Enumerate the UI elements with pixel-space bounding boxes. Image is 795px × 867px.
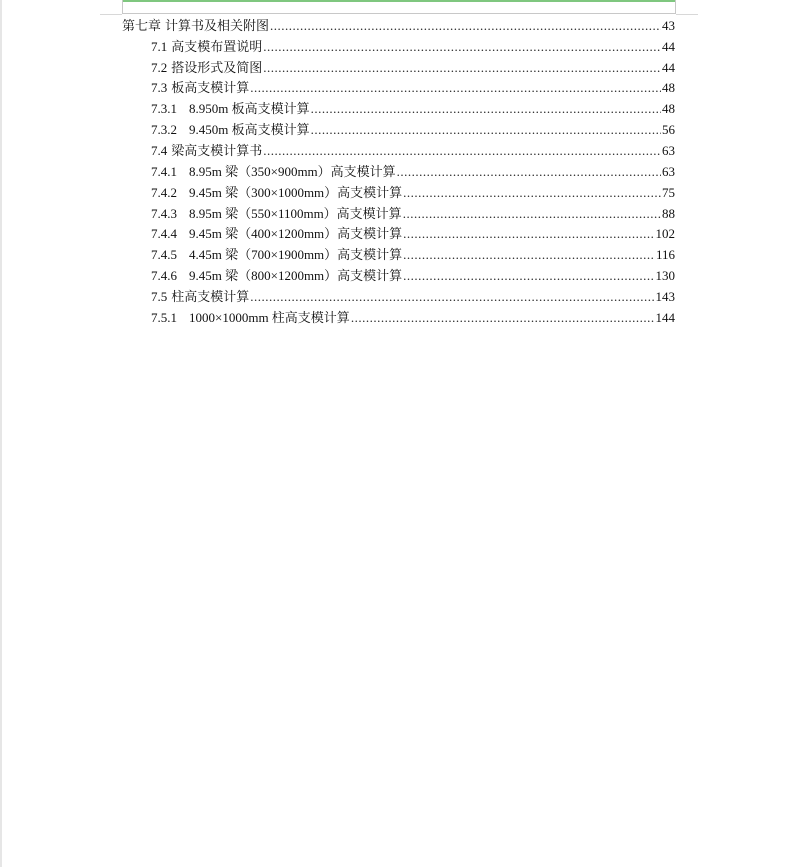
header-accent-line <box>123 0 675 2</box>
toc-entry-number: 第七章 <box>122 18 162 33</box>
toc-entry[interactable] <box>151 224 675 244</box>
toc-leader-dots <box>250 287 654 307</box>
toc-entry-title: 9.45m 梁（800×1200mm）高支模计算 <box>189 268 403 283</box>
toc-entry-page: 143 <box>655 289 675 304</box>
toc-leader-dots <box>403 183 661 203</box>
toc-leader-dots <box>263 141 661 161</box>
toc-entry-page: 44 <box>662 60 675 75</box>
toc-entry-page: 63 <box>662 164 675 179</box>
toc-entry-page: 116 <box>655 247 675 262</box>
toc-entry[interactable] <box>151 162 675 182</box>
toc-entry-page: 144 <box>655 310 675 325</box>
toc-leader-dots <box>311 120 661 140</box>
toc-entry-number: 7.4.2 <box>151 185 177 200</box>
toc-leader-dots <box>403 224 654 244</box>
toc-leader-dots <box>403 204 661 224</box>
toc-entry-title: 8.950m 板高支模计算 <box>189 101 310 116</box>
toc-entry-number: 7.2 <box>151 60 168 75</box>
toc-entry[interactable] <box>151 245 675 265</box>
toc-entry-number: 7.3.1 <box>151 101 177 116</box>
toc-leader-dots <box>263 37 661 57</box>
toc-entry-number: 7.1 <box>151 39 168 54</box>
toc-leader-dots <box>403 266 654 286</box>
toc-entry-number: 7.4.6 <box>151 268 177 283</box>
toc-entry-page: 44 <box>662 39 675 54</box>
toc-entry-number: 7.4.3 <box>151 206 177 221</box>
toc-entry-number: 7.3 <box>151 80 168 95</box>
toc-entry[interactable] <box>151 183 675 203</box>
toc-leader-dots <box>311 99 661 119</box>
toc-entry-title: 8.95m 梁（350×900mm）高支模计算 <box>189 164 396 179</box>
toc-entry-number: 7.5 <box>151 289 168 304</box>
header-rule-right <box>676 14 698 15</box>
toc-entry-title: 搭设形式及简图 <box>171 60 263 75</box>
toc-entry-page: 63 <box>662 143 675 158</box>
toc-entry[interactable] <box>151 266 675 286</box>
toc-entry[interactable] <box>151 287 675 307</box>
toc-entry-number: 7.4.5 <box>151 247 177 262</box>
toc-leader-dots <box>263 58 661 78</box>
toc-leader-dots <box>250 78 661 98</box>
toc-entry[interactable] <box>151 308 675 328</box>
toc-entry-page: 56 <box>662 122 675 137</box>
toc-entry-title: 8.95m 梁（550×1100mm）高支模计算 <box>189 206 402 221</box>
toc-entry-title: 柱高支模计算 <box>171 289 250 304</box>
toc-entry[interactable] <box>151 78 675 98</box>
header-rule-left <box>100 14 122 15</box>
toc-leader-dots <box>351 308 655 328</box>
toc-entry-page: 130 <box>655 268 675 283</box>
toc-entry[interactable] <box>151 99 675 119</box>
toc-leader-dots <box>397 162 661 182</box>
toc-leader-dots <box>270 16 661 36</box>
toc-entry-number: 7.4 <box>151 143 168 158</box>
toc-entry-title: 1000×1000mm 柱高支模计算 <box>189 310 350 325</box>
toc-entry-title: 9.45m 梁（300×1000mm）高支模计算 <box>189 185 403 200</box>
toc-entry-title: 板高支模计算 <box>171 80 250 95</box>
toc-entry-title: 计算书及相关附图 <box>165 18 270 33</box>
toc-entry-number: 7.4.1 <box>151 164 177 179</box>
toc-entry[interactable] <box>151 37 675 57</box>
toc-entry-number: 7.4.4 <box>151 226 177 241</box>
toc-entry-number: 7.3.2 <box>151 122 177 137</box>
toc-entry-page: 43 <box>662 18 675 33</box>
toc-entry[interactable] <box>122 16 675 36</box>
toc-entry-page: 102 <box>655 226 675 241</box>
toc-entry-title: 4.45m 梁（700×1900mm）高支模计算 <box>189 247 403 262</box>
toc-entry[interactable] <box>151 141 675 161</box>
toc-entry-title: 高支模布置说明 <box>171 39 263 54</box>
toc-entry-title: 梁高支模计算书 <box>171 143 263 158</box>
toc-leader-dots <box>403 245 655 265</box>
toc-entry-page: 48 <box>662 80 675 95</box>
toc-entry[interactable] <box>151 204 675 224</box>
toc-entry-title: 9.45m 梁（400×1200mm）高支模计算 <box>189 226 403 241</box>
toc-entry-page: 88 <box>662 206 675 221</box>
toc-entry-number: 7.5.1 <box>151 310 177 325</box>
toc-entry-page: 75 <box>662 185 675 200</box>
toc-entry[interactable] <box>151 120 675 140</box>
header-frame <box>122 0 676 14</box>
toc-entry[interactable] <box>151 58 675 78</box>
toc-entry-page: 48 <box>662 101 675 116</box>
toc-entry-title: 9.450m 板高支模计算 <box>189 122 310 137</box>
page-left-edge <box>0 0 2 867</box>
